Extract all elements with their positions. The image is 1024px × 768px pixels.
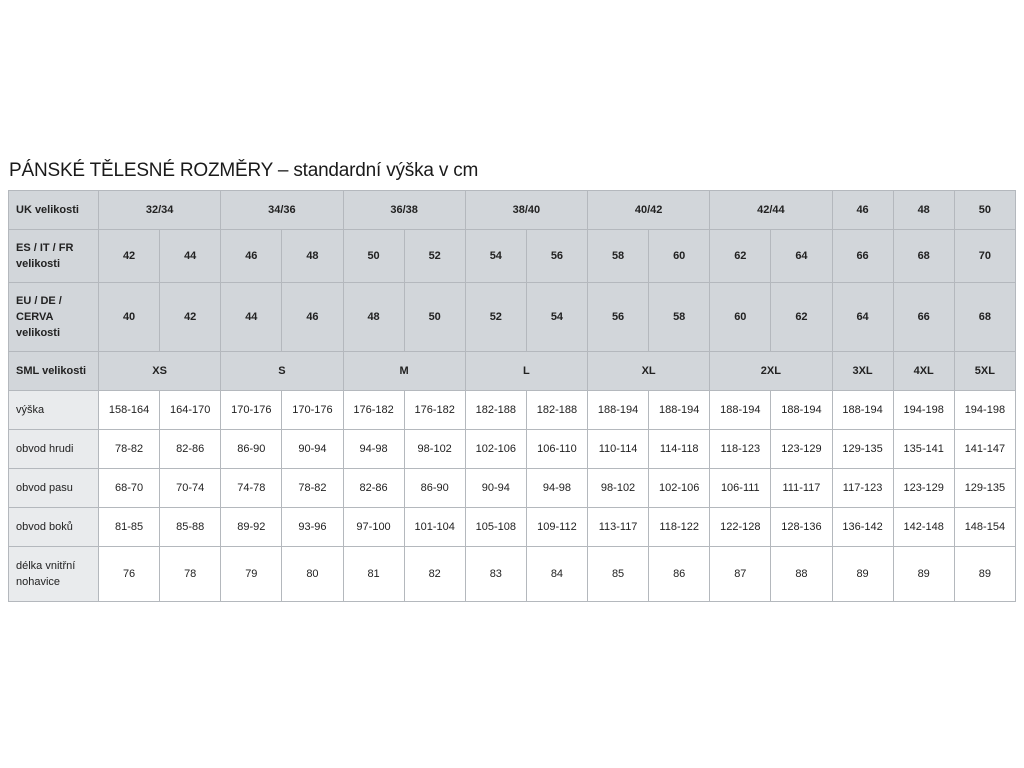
es-size-cell: 44 (160, 230, 221, 283)
measurement-row-hips (9, 508, 1016, 547)
measurement-cell: 88 (771, 547, 832, 602)
eu-size-cell: 48 (343, 283, 404, 352)
eu-size-cell: 54 (526, 283, 587, 352)
measurement-cell: 111-117 (771, 469, 832, 508)
uk-size-row (9, 191, 1016, 230)
measurement-cell: 98-102 (404, 430, 465, 469)
measurement-label: délka vnitřní nohavice (9, 547, 99, 602)
measurement-cell: 109-112 (526, 508, 587, 547)
measurement-cell: 97-100 (343, 508, 404, 547)
measurement-cell: 78-82 (282, 469, 343, 508)
uk-size-cell: 38/40 (465, 191, 587, 230)
es-size-cell: 52 (404, 230, 465, 283)
measurement-cell: 74-78 (221, 469, 282, 508)
sml-size-cell: XL (588, 352, 710, 391)
measurement-cell: 106-111 (710, 469, 771, 508)
measurement-cell: 176-182 (343, 391, 404, 430)
measurement-cell: 136-142 (832, 508, 893, 547)
measurement-cell: 84 (526, 547, 587, 602)
es-size-label: ES / IT / FR velikosti (9, 230, 99, 283)
measurement-cell: 170-176 (282, 391, 343, 430)
measurement-label: obvod boků (9, 508, 99, 547)
measurement-cell: 129-135 (832, 430, 893, 469)
measurement-cell: 188-194 (832, 391, 893, 430)
measurement-cell: 188-194 (588, 391, 649, 430)
eu-size-cell: 58 (649, 283, 710, 352)
size-chart-table (8, 190, 1016, 602)
measurement-cell: 194-198 (893, 391, 954, 430)
measurement-cell: 148-154 (954, 508, 1015, 547)
uk-size-cell: 32/34 (99, 191, 221, 230)
measurement-cell: 70-74 (160, 469, 221, 508)
es-size-cell: 70 (954, 230, 1015, 283)
sml-size-cell: 3XL (832, 352, 893, 391)
es-size-cell: 68 (893, 230, 954, 283)
measurement-cell: 81 (343, 547, 404, 602)
measurement-cell: 164-170 (160, 391, 221, 430)
eu-size-cell: 62 (771, 283, 832, 352)
page-title: PÁNSKÉ TĚLESNÉ ROZMĚRY – standardní výška v cm (9, 160, 479, 181)
measurement-cell: 89 (832, 547, 893, 602)
measurement-row-inseam (9, 547, 1016, 602)
measurement-cell: 188-194 (649, 391, 710, 430)
sml-size-cell: 5XL (954, 352, 1015, 391)
es-size-cell: 60 (649, 230, 710, 283)
measurement-cell: 78 (160, 547, 221, 602)
measurement-cell: 188-194 (771, 391, 832, 430)
measurement-cell: 102-106 (465, 430, 526, 469)
sml-size-cell: 4XL (893, 352, 954, 391)
measurement-cell: 122-128 (710, 508, 771, 547)
measurement-row-height (9, 391, 1016, 430)
measurement-cell: 188-194 (710, 391, 771, 430)
es-size-cell: 66 (832, 230, 893, 283)
measurement-cell: 89 (893, 547, 954, 602)
measurement-cell: 78-82 (99, 430, 160, 469)
es-size-cell: 58 (588, 230, 649, 283)
measurement-cell: 83 (465, 547, 526, 602)
eu-size-cell: 68 (954, 283, 1015, 352)
measurement-cell: 118-122 (649, 508, 710, 547)
measurement-cell: 176-182 (404, 391, 465, 430)
sml-size-row (9, 352, 1016, 391)
measurement-cell: 86 (649, 547, 710, 602)
eu-size-cell: 42 (160, 283, 221, 352)
uk-size-label: UK velikosti (9, 191, 99, 230)
uk-size-cell: 42/44 (710, 191, 832, 230)
sml-size-cell: L (465, 352, 587, 391)
sml-size-cell: S (221, 352, 343, 391)
es-size-cell: 42 (99, 230, 160, 283)
measurement-cell: 114-118 (649, 430, 710, 469)
measurement-cell: 80 (282, 547, 343, 602)
measurement-cell: 142-148 (893, 508, 954, 547)
measurement-cell: 94-98 (343, 430, 404, 469)
measurement-cell: 68-70 (99, 469, 160, 508)
measurement-cell: 118-123 (710, 430, 771, 469)
eu-size-cell: 64 (832, 283, 893, 352)
es-size-cell: 56 (526, 230, 587, 283)
eu-size-cell: 52 (465, 283, 526, 352)
measurement-cell: 101-104 (404, 508, 465, 547)
measurement-cell: 110-114 (588, 430, 649, 469)
measurement-cell: 82-86 (343, 469, 404, 508)
measurement-row-chest (9, 430, 1016, 469)
measurement-row-waist (9, 469, 1016, 508)
measurement-cell: 105-108 (465, 508, 526, 547)
measurement-cell: 85-88 (160, 508, 221, 547)
eu-size-row (9, 283, 1016, 352)
measurement-cell: 158-164 (99, 391, 160, 430)
uk-size-cell: 46 (832, 191, 893, 230)
sml-size-cell: 2XL (710, 352, 832, 391)
es-size-row (9, 230, 1016, 283)
es-size-cell: 50 (343, 230, 404, 283)
measurement-label: obvod pasu (9, 469, 99, 508)
uk-size-cell: 34/36 (221, 191, 343, 230)
uk-size-cell: 48 (893, 191, 954, 230)
eu-size-cell: 56 (588, 283, 649, 352)
measurement-cell: 82 (404, 547, 465, 602)
eu-size-cell: 46 (282, 283, 343, 352)
measurement-cell: 98-102 (588, 469, 649, 508)
measurement-cell: 123-129 (893, 469, 954, 508)
measurement-cell: 182-188 (526, 391, 587, 430)
measurement-cell: 170-176 (221, 391, 282, 430)
es-size-cell: 64 (771, 230, 832, 283)
uk-size-cell: 50 (954, 191, 1015, 230)
measurement-cell: 93-96 (282, 508, 343, 547)
measurement-cell: 86-90 (221, 430, 282, 469)
eu-size-cell: 60 (710, 283, 771, 352)
measurement-cell: 194-198 (954, 391, 1015, 430)
measurement-cell: 106-110 (526, 430, 587, 469)
measurement-cell: 89 (954, 547, 1015, 602)
eu-size-cell: 50 (404, 283, 465, 352)
measurement-cell: 182-188 (465, 391, 526, 430)
es-size-cell: 62 (710, 230, 771, 283)
measurement-cell: 90-94 (465, 469, 526, 508)
measurement-cell: 102-106 (649, 469, 710, 508)
measurement-cell: 79 (221, 547, 282, 602)
eu-size-label: EU / DE / CERVA velikosti (9, 283, 99, 352)
measurement-cell: 113-117 (588, 508, 649, 547)
uk-size-cell: 40/42 (588, 191, 710, 230)
measurement-cell: 94-98 (526, 469, 587, 508)
measurement-cell: 135-141 (893, 430, 954, 469)
sml-size-cell: M (343, 352, 465, 391)
measurement-cell: 87 (710, 547, 771, 602)
measurement-cell: 86-90 (404, 469, 465, 508)
sml-size-cell: XS (99, 352, 221, 391)
measurement-cell: 89-92 (221, 508, 282, 547)
es-size-cell: 54 (465, 230, 526, 283)
measurement-cell: 123-129 (771, 430, 832, 469)
es-size-cell: 46 (221, 230, 282, 283)
measurement-cell: 85 (588, 547, 649, 602)
measurement-label: výška (9, 391, 99, 430)
measurement-cell: 117-123 (832, 469, 893, 508)
uk-size-cell: 36/38 (343, 191, 465, 230)
measurement-cell: 129-135 (954, 469, 1015, 508)
measurement-cell: 82-86 (160, 430, 221, 469)
measurement-cell: 81-85 (99, 508, 160, 547)
measurement-cell: 141-147 (954, 430, 1015, 469)
eu-size-cell: 44 (221, 283, 282, 352)
es-size-cell: 48 (282, 230, 343, 283)
sml-size-label: SML velikosti (9, 352, 99, 391)
eu-size-cell: 66 (893, 283, 954, 352)
measurement-cell: 90-94 (282, 430, 343, 469)
measurement-cell: 128-136 (771, 508, 832, 547)
measurement-label: obvod hrudi (9, 430, 99, 469)
measurement-cell: 76 (99, 547, 160, 602)
eu-size-cell: 40 (99, 283, 160, 352)
